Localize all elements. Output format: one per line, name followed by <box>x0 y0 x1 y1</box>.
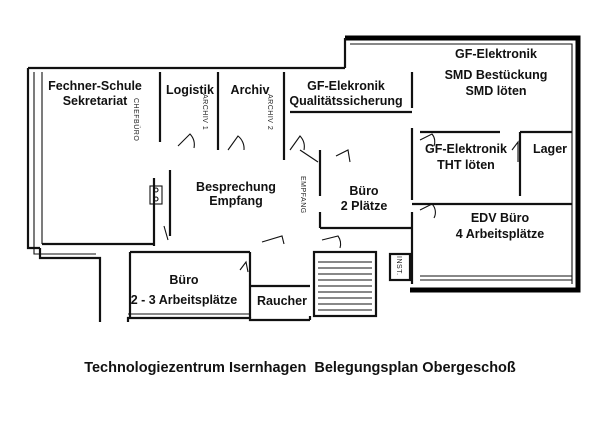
room-buero2-line2: 2 Plätze <box>340 199 388 213</box>
room-buero3-line2: 2 - 3 Arbeitsplätze <box>130 293 238 307</box>
stairs <box>318 262 372 310</box>
room-qualitaet-line1: GF-Elekronik <box>307 79 385 93</box>
plan-caption: Technologiezentrum Isernhagen Belegungsplan Obergeschoß <box>84 360 516 376</box>
label-archiv1: ARCHIV 1 <box>201 94 208 131</box>
room-qualitaet-line2: Qualitätssicherung <box>289 94 403 108</box>
room-tht-line1: GF-Elektronik <box>425 142 507 156</box>
sink-icon <box>150 186 162 204</box>
room-raucher: Raucher <box>256 294 308 308</box>
interior-walls <box>42 72 572 318</box>
room-archiv: Archiv <box>230 83 270 97</box>
room-lager: Lager <box>532 142 568 156</box>
room-edv-line2: 4 Arbeitsplätze <box>455 227 545 241</box>
label-archiv2: ARCHIV 2 <box>266 94 273 131</box>
label-inst: INST. <box>395 256 402 276</box>
room-smd-line3: SMD löten <box>465 84 527 98</box>
room-smd-line1: GF-Elektronik <box>455 47 537 61</box>
room-edv-line1: EDV Büro <box>470 211 530 225</box>
label-empfang: EMPFANG <box>299 176 306 214</box>
room-smd-line2: SMD Bestückung <box>444 68 548 82</box>
room-fechner-line2: Sekretariat <box>62 94 128 108</box>
room-buero2-line1: Büro <box>349 184 379 198</box>
room-besprechung-line1: Besprechung <box>196 180 276 194</box>
room-logistik: Logistik <box>166 83 214 97</box>
room-besprechung-line2: Empfang <box>209 194 263 208</box>
room-fechner-line1: Fechner-Schule <box>48 79 142 93</box>
room-tht-line2: THT löten <box>437 158 495 172</box>
room-buero3-line1: Büro <box>169 273 199 287</box>
label-chefbuero: CHEFBÜRO <box>132 98 139 142</box>
